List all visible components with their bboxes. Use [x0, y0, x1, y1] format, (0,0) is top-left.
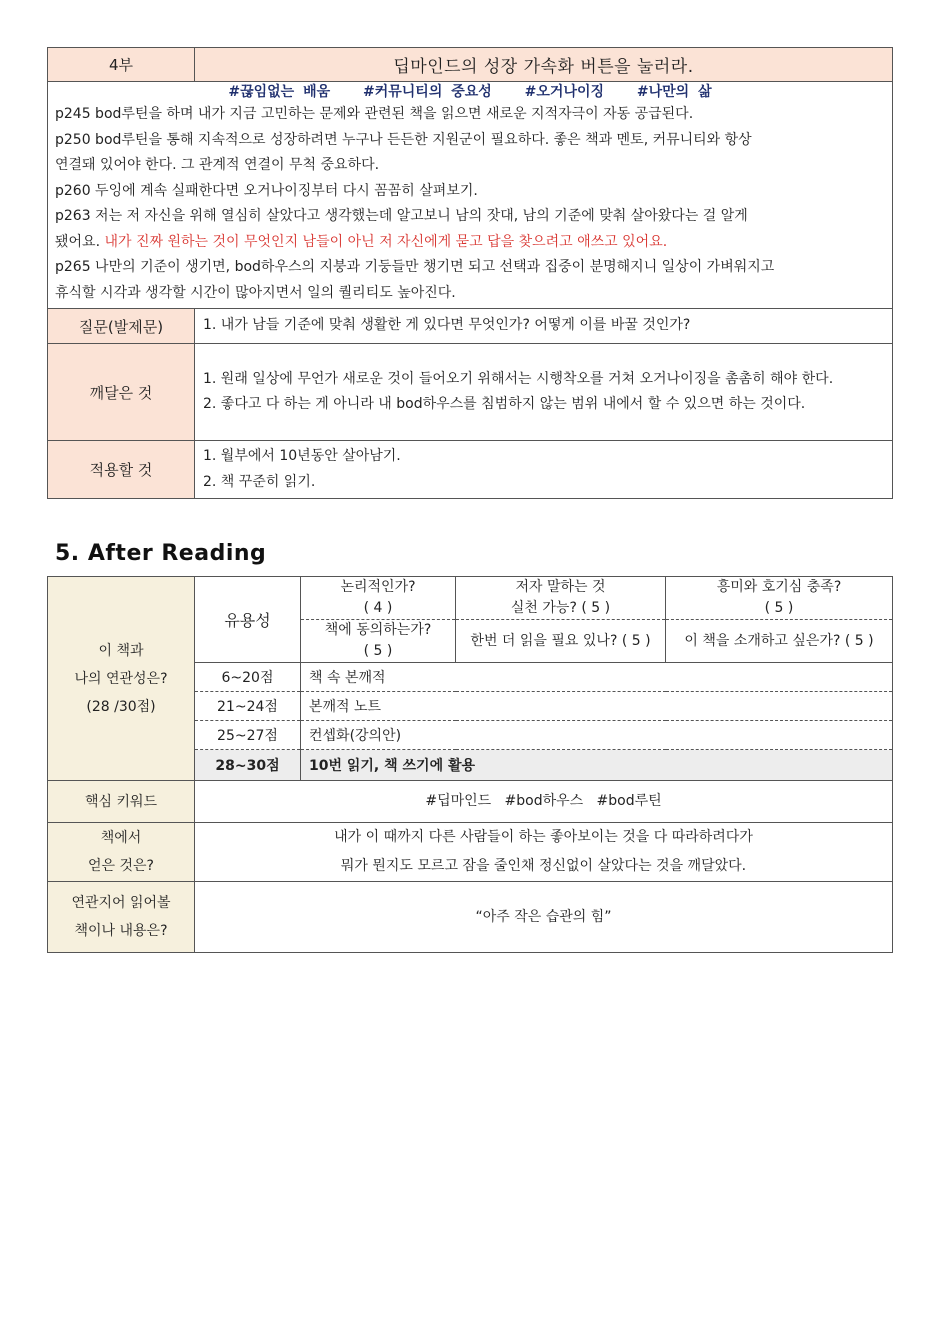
question-text: 1. 내가 남들 기준에 맞춰 생활한 게 있다면 무엇인가? 어떻게 이를 바꿀 것인가? — [195, 309, 893, 344]
part-title: 딥마인드의 성장 가속화 버튼을 눌러라. — [195, 48, 893, 82]
criterion-interest — [666, 577, 893, 620]
apply-label: 적용할 것 — [48, 441, 195, 499]
insight-item: 1. 원래 일상에 무언가 새로운 것이 들어오기 위해서는 시행착오를 거쳐 오거나이징을 촘촘히 해야 한다. — [203, 370, 834, 387]
related-label-line2: 책이나 내용은? — [74, 923, 168, 939]
score-use-selected: 10번 읽기, 책 쓰기에 활용 — [301, 750, 893, 781]
usefulness-label: 유용성 — [195, 577, 301, 663]
criterion-score: ( 4 ) — [363, 600, 393, 616]
score-use: 책 속 본깨적 — [301, 663, 893, 692]
score-use: 본깨적 노트 — [301, 692, 893, 721]
relevance-score: (28 /30점) — [86, 698, 156, 715]
criterion-question: 저자 말하는 것 — [515, 579, 606, 595]
gained-label-line2: 얻은 것은? — [88, 858, 154, 874]
related-label-line1: 연관지어 읽어볼 — [71, 895, 171, 911]
gained-line2: 뭐가 뭔지도 모르고 잠을 줄인채 정신없이 살았다는 것을 깨달았다. — [340, 858, 747, 874]
related-label — [48, 882, 195, 953]
criterion-question: 책에 동의하는가? — [324, 622, 432, 638]
criterion-score: ( 5 ) — [764, 600, 794, 616]
related-value: “아주 작은 습관의 힘” — [195, 882, 893, 953]
tag: #커뮤니티의 중요성 — [363, 84, 492, 100]
gained-label-line1: 책에서 — [100, 830, 142, 846]
score-range: 6~20점 — [195, 663, 301, 692]
note-p263-highlight: 내가 진짜 원하는 것이 무엇인지 남들이 아닌 저 자신에게 묻고 답을 찾으려고 애쓰고 있어요. — [104, 233, 668, 250]
criterion-question: 흥미와 호기심 충족? — [716, 579, 842, 595]
relevance-label-line1: 이 책과 — [98, 642, 144, 659]
note-p260: p260 두잉에 계속 실패한다면 오거나이징부터 다시 꼼꼼히 살펴보기. — [55, 182, 478, 199]
apply-list — [195, 441, 893, 499]
criterion-agree — [301, 620, 456, 663]
tag: #나만의 삶 — [636, 84, 712, 100]
tag-list — [55, 82, 885, 102]
note-p263-line2 — [55, 230, 885, 256]
gained-value — [195, 823, 893, 882]
question-label: 질문(발제문) — [48, 309, 195, 344]
score-range-selected: 28~30점 — [195, 750, 301, 781]
keywords-value: #딥마인드 #bod하우스 #bod루틴 — [195, 781, 893, 823]
section-heading: 5. After Reading — [55, 541, 267, 566]
apply-item: 2. 책 꾸준히 읽기. — [203, 473, 316, 490]
keywords-label: 핵심 키워드 — [48, 781, 195, 823]
insight-list — [195, 344, 893, 441]
note-p250-line1: p250 bod루틴을 통해 지속적으로 성장하려면 누구나 든든한 지원군이 필요하다. 좋은 책과 멘토, 커뮤니티와 항상 — [55, 131, 752, 148]
insight-label: 깨달은 것 — [48, 344, 195, 441]
criterion-recommend: 이 책을 소개하고 싶은가? ( 5 ) — [666, 620, 893, 663]
criterion-score: ( 5 ) — [363, 643, 393, 659]
part-label: 4부 — [48, 48, 195, 82]
note-p263-line1: p263 저는 저 자신을 위해 열심히 살았다고 생각했는데 알고보니 남의 잣대, 남의 기준에 맞춰 살아왔다는 걸 알게 — [55, 208, 748, 224]
note-p245: p245 bod루틴을 하며 내가 지금 고민하는 문제와 관련된 책을 읽으면 새로운 지적자극이 자동 공급된다. — [55, 106, 694, 122]
note-p250-line2: 연결돼 있어야 한다. 그 관계적 연결이 무척 중요하다. — [55, 157, 380, 173]
criterion-practical — [456, 577, 666, 620]
note-p265-line1: p265 나만의 기준이 생기면, bod하우스의 지붕과 기둥들만 챙기면 되고 선택과 집중이 분명해지니 일상이 가벼워지고 — [55, 259, 775, 275]
tag: #끊임없는 배움 — [228, 84, 331, 100]
criterion-question: 논리적인가? — [340, 579, 416, 595]
note-p265-line2: 휴식할 시각과 생각할 시간이 많아지면서 일의 퀄리티도 높아진다. — [55, 284, 456, 301]
score-range: 25~27점 — [195, 721, 301, 750]
notes-cell — [48, 82, 893, 309]
note-p263-plain: 됐어요. — [55, 233, 105, 250]
criterion-reread: 한번 더 읽을 필요 있나? ( 5 ) — [456, 620, 666, 663]
tag: #오거나이징 — [524, 84, 605, 100]
after-reading-table — [47, 576, 893, 953]
gained-line1: 내가 이 때까지 다른 사람들이 하는 좋아보이는 것을 다 따라하려다가 — [334, 829, 753, 845]
relevance-label-line2: 나의 연관성은? — [74, 670, 168, 687]
criterion-score: 실천 가능? ( 5 ) — [510, 600, 611, 616]
score-use: 컨셉화(강의안) — [301, 721, 893, 750]
criterion-logical — [301, 577, 456, 620]
insight-item: 2. 좋다고 다 하는 게 아니라 내 bod하우스를 침범하지 않는 범위 내에서 할 수 있으면 하는 것이다. — [203, 396, 806, 412]
score-range: 21~24점 — [195, 692, 301, 721]
part4-table — [47, 47, 893, 499]
relevance-label — [48, 577, 195, 781]
gained-label — [48, 823, 195, 882]
apply-item: 1. 월부에서 10년동안 살아남기. — [203, 448, 401, 464]
